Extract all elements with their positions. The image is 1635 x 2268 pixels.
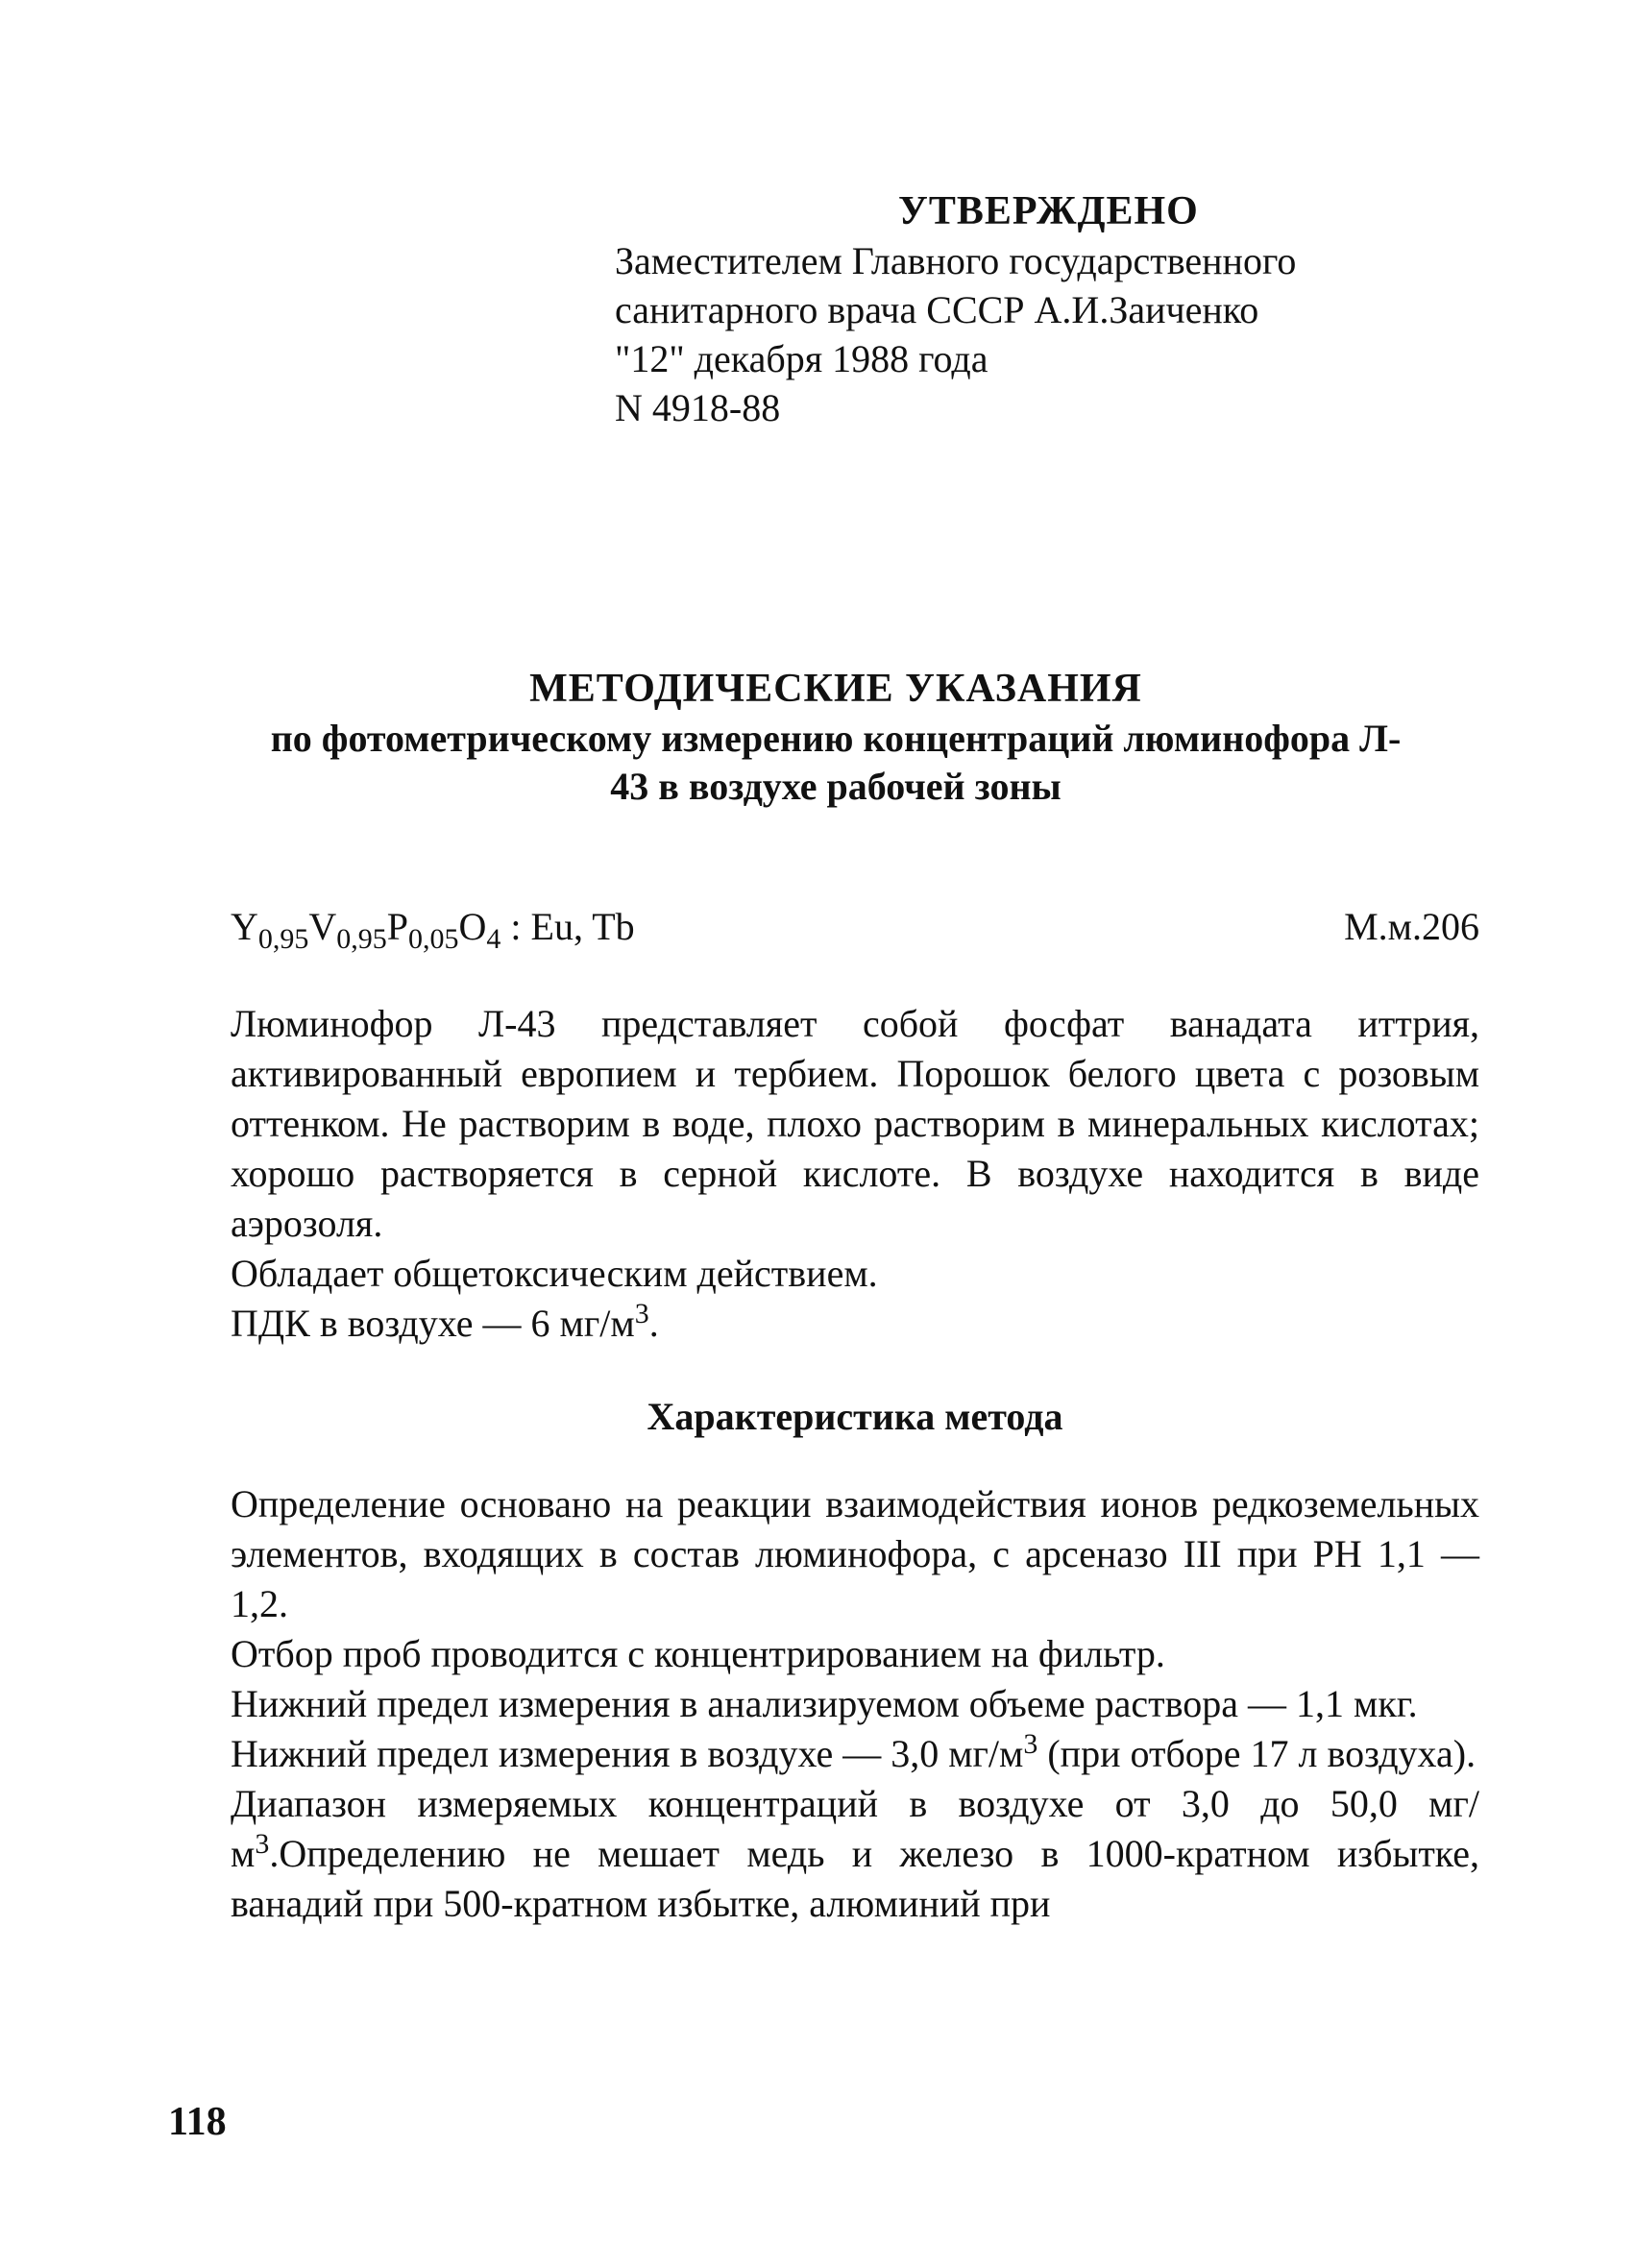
- paragraph: Диапазон измеряемых концентраций в воздухе от 3,0 до 50,0 $мг/м^3.Определению$ не мешает медь и железо в 1000-кратном избытке, ванадий при 500-кратном избытке, алюминий при: [231, 1782, 1479, 1925]
- method-section: [231, 1479, 1479, 1929]
- paragraph: Определение основано на реакции взаимодействия ионов редкоземельных элементов, входящих в состав люминофора, с арсеназо III при РН 1,1 — 1,2.: [231, 1482, 1479, 1625]
- section-heading: Характеристика метода: [647, 1395, 1063, 1438]
- chemical-formula-line: [231, 903, 1479, 963]
- approval-line: Заместителем Главного государственного: [615, 239, 1297, 282]
- intro-section: [231, 999, 1479, 1349]
- paragraph: Отбор проб проводится с концентрированием на фильтр.: [231, 1632, 1165, 1675]
- approval-heading: УТВЕРЖДЕНО: [898, 189, 1199, 233]
- title-subtitle-line: по фотометрическому измерению концентраций люминофора Л-: [270, 717, 1402, 760]
- title-main: МЕТОДИЧЕСКИЕ УКАЗАНИЯ: [529, 667, 1142, 711]
- paragraph: Люминофор Л-43 представляет собой фосфат ванадата иттрия, активированный европием и тербием. Порошок белого цвета с розовым оттенком. Не растворим в воде, плохо растворим в минеральных кислотах; хорошо растворяется в серной кислоте. В воздухе находится в виде аэрозоля.: [231, 1002, 1479, 1245]
- paragraph: Нижний предел измерения в воздухе — 3,0 $мг/м^3$ (при отборе 17 л воздуха).: [231, 1728, 1476, 1775]
- document-title: [173, 663, 1499, 811]
- approval-block: [615, 187, 1479, 432]
- chemical-formula: $Y_{0,95}V_{0,95}P_{0,05}O_4$ : Eu, Tb: [231, 905, 635, 955]
- page-number: 118: [168, 2100, 227, 2144]
- approval-line: N 4918-88: [615, 386, 781, 429]
- approval-line: "12" декабря 1988 года: [615, 337, 988, 380]
- paragraph: Обладает общетоксическим действием.: [231, 1252, 878, 1295]
- paragraph: Нижний предел измерения в анализируемом объеме раствора — 1,1 мкг.: [231, 1682, 1418, 1725]
- approval-line: санитарного врача СССР А.И.Заиченко: [615, 288, 1259, 331]
- title-subtitle-line: 43 в воздухе рабочей зоны: [610, 765, 1062, 808]
- molecular-mass: М.м.206: [1344, 905, 1479, 948]
- paragraph: ПДК в воздухе — 6 $мг/м^3$.: [231, 1298, 659, 1345]
